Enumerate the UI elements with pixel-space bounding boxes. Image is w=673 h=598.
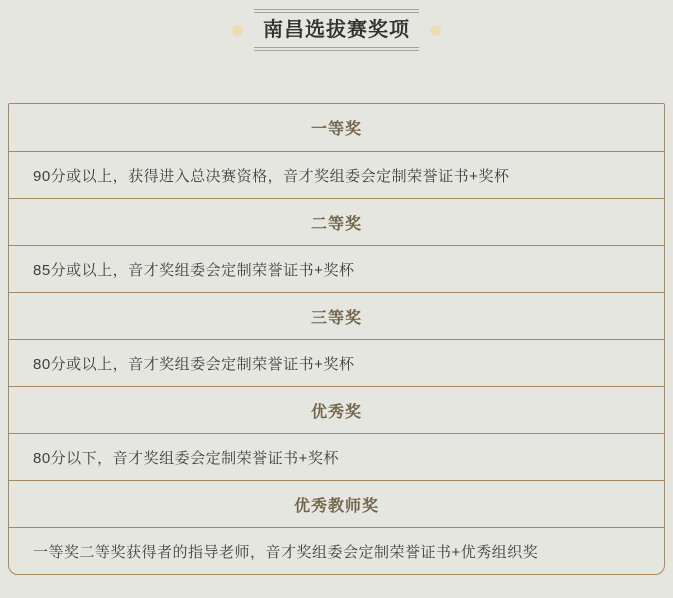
award-tier-label: 一等奖: [310, 121, 362, 138]
award-tier-row: [9, 292, 664, 339]
award-tier-row: [9, 104, 664, 151]
award-tier-row: [9, 198, 664, 245]
award-tier-row: [9, 386, 664, 433]
award-tier-label: 二等奖: [310, 215, 362, 233]
page-title-block: [0, 0, 673, 51]
title-dot-icon: [430, 25, 441, 36]
awards-table: [8, 103, 665, 575]
award-tier-label: 三等奖: [310, 309, 362, 327]
award-detail-row: [9, 433, 664, 480]
award-tier-row: [9, 480, 664, 527]
page-title-text: 南昌选拔赛奖项: [263, 19, 410, 41]
award-detail-text: 80分以下，音才奖组委会定制荣誉证书+奖杯: [33, 449, 339, 467]
award-detail-row: [9, 245, 664, 292]
award-detail-row: [9, 339, 664, 386]
page-title: [254, 9, 419, 51]
title-dot-icon: [232, 25, 243, 36]
award-tier-label: 优秀教师奖: [293, 497, 379, 515]
award-detail-row: [9, 151, 664, 198]
award-detail-text: 85分或以上，音才奖组委会定制荣誉证书+奖杯: [33, 261, 355, 279]
award-detail-row: [9, 527, 664, 574]
award-detail-text: 一等奖二等奖获得者的指导老师，音才奖组委会定制荣誉证书+优秀组织奖: [33, 543, 539, 561]
award-tier-label: 优秀奖: [310, 403, 362, 421]
award-detail-text: 80分或以上，音才奖组委会定制荣誉证书+奖杯: [33, 355, 355, 373]
award-detail-text: 90分或以上，获得进入总决赛资格，音才奖组委会定制荣誉证书+奖杯: [33, 167, 510, 185]
